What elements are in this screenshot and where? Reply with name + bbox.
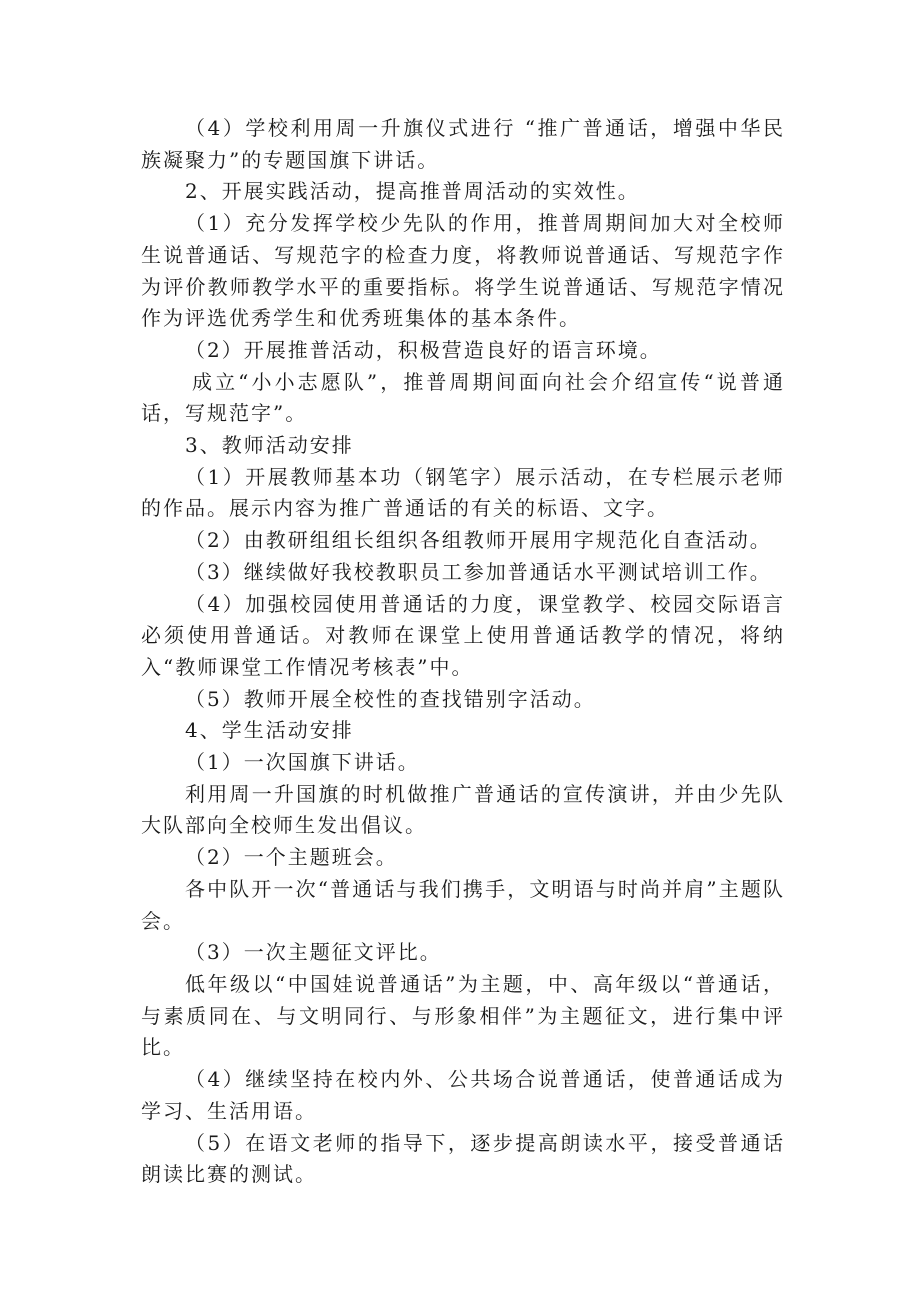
paragraph-7: （1）开展教师基本功（钢笔字）展示活动，在专栏展示老师的作品。展示内容为推广普通话的有关的标语、文字。 — [141, 464, 785, 521]
section-heading-2: 2、开展实践活动，提高推普周活动的实效性。 — [185, 179, 640, 204]
paragraph-17: （3）一次主题征文评比。 — [185, 940, 442, 965]
paragraph-11: （5）教师开展全校性的查找错别字活动。 — [185, 686, 596, 711]
paragraph-3: （1）充分发挥学校少先队的作用，推普周期间加大对全校师生说普通话、写规范字的检查力度，将教师说普通话、写规范字作为评价教师教学水平的重要指标。将学生说普通话、写规范字情况作为评选优秀学生和优秀班集体的基本条件。 — [141, 211, 785, 331]
paragraph-8: （2）由教研组组长组织各组教师开展用字规范化自查活动。 — [185, 528, 772, 553]
paragraph-1: （4）学校利用周一升旗仪式进行 “推广普通话，增强中华民族凝聚力”的专题国旗下讲话。 — [141, 116, 785, 172]
paragraph-16: 各中队开一次“普通话与我们携手，文明语与时尚并肩”主题队会。 — [141, 876, 785, 933]
section-heading-3: 3、教师活动安排 — [185, 433, 354, 458]
paragraph-9: （3）继续做好我校教职员工参加普通话水平测试培训工作。 — [185, 559, 772, 584]
paragraph-4: （2）开展推普活动，积极营造良好的语言环境。 — [185, 337, 662, 362]
paragraph-10: （4）加强校园使用普通话的力度，课堂教学、校园交际语言必须使用普通话。对教师在课堂上使用普通话教学的情况，将纳入“教师课堂工作情况考核表”中。 — [141, 591, 785, 679]
paragraph-20: （5）在语文老师的指导下，逐步提高朗读水平，接受普通话朗读比赛的测试。 — [141, 1130, 785, 1187]
paragraph-14: 利用周一升国旗的时机做推广普通话的宣传演讲，并由少先队大队部向全校师生发出倡议。 — [141, 781, 785, 838]
paragraph-13: （1）一次国旗下讲话。 — [185, 750, 420, 775]
paragraph-19: （4）继续坚持在校内外、公共场合说普通话，使普通话成为学习、生活用语。 — [141, 1067, 785, 1123]
document-body — [141, 113, 785, 1191]
section-heading-4: 4、学生活动安排 — [185, 718, 354, 743]
paragraph-18: 低年级以“中国娃说普通话”为主题，中、高年级以“普通话，与素质同在、与文明同行、与形象相伴”为主题征文，进行集中评比。 — [141, 971, 785, 1060]
paragraph-15: （2）一个主题班会。 — [185, 845, 398, 870]
paragraph-5: 成立“小小志愿队”，推普周期间面向社会介绍宣传“说普通话，写规范字”。 — [141, 369, 785, 426]
